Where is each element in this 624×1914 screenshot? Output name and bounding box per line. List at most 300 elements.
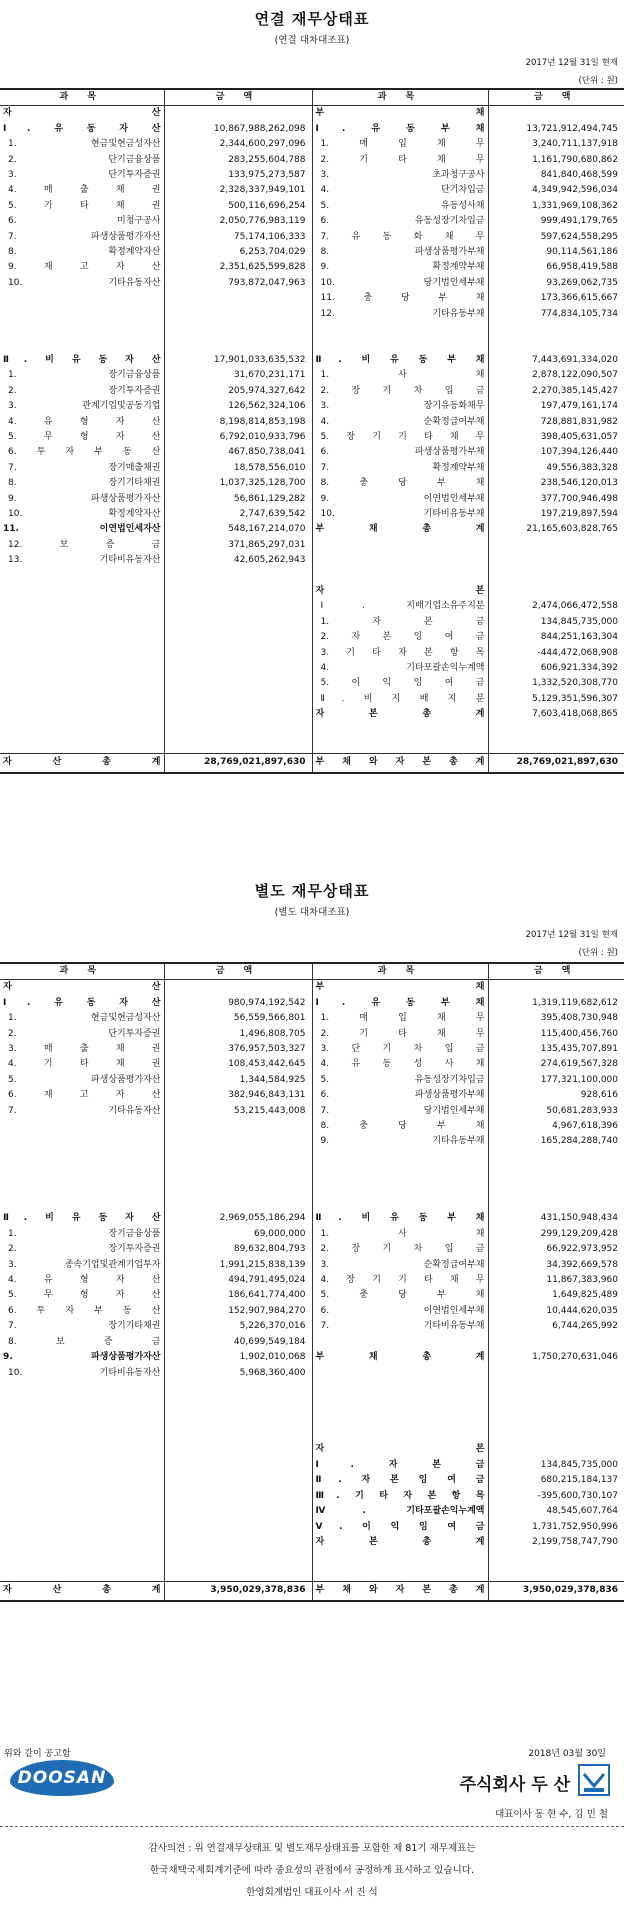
asset-account: 1. 현금및현금성자산 (0, 1011, 164, 1026)
asset-account (0, 1520, 164, 1535)
liability-equity-amount: 928,616 (580, 1090, 618, 1101)
table-row (0, 707, 624, 722)
liability-equity-account: Ⅱ. 비 지 배 지 분 (312, 692, 488, 707)
table-row (0, 996, 624, 1011)
liability-equity-account: 1. 자 본 금 (312, 615, 488, 630)
asset-account (0, 1150, 164, 1165)
liability-equity-account (312, 337, 488, 352)
liability-equity-amount: 377,700,946,498 (540, 493, 618, 504)
table-row (0, 1150, 624, 1165)
table-row (0, 122, 624, 137)
liability-equity-amount: 999,491,179,765 (540, 216, 618, 227)
asset-account (0, 1134, 164, 1149)
asset-amount (164, 661, 312, 676)
asset-amount: 371,865,297,031 (164, 538, 312, 553)
table-row (0, 723, 624, 738)
liability-equity-account: 11. 충 당 부 채 (312, 291, 488, 306)
asset-account (0, 1181, 164, 1196)
asset-amount (164, 1119, 312, 1134)
liability-equity-amount (488, 584, 624, 599)
liability-equity-amount (488, 1412, 624, 1427)
asset-amount: 2,050,776,983,119 (164, 214, 312, 229)
asset-amount (164, 1412, 312, 1427)
separate-unit: (단위 : 원) (578, 948, 618, 958)
asset-amount: 56,861,129,282 (164, 492, 312, 507)
table-row (0, 1181, 624, 1196)
asset-account (0, 661, 164, 676)
asset-amount (164, 646, 312, 661)
asset-account (0, 1196, 164, 1211)
table-row (0, 980, 624, 996)
table-row (0, 1104, 624, 1119)
asset-account: 8. 확정계약자산 (0, 245, 164, 260)
table-row (0, 1504, 624, 1519)
liability-equity-account: 12. 기타유동부채 (312, 307, 488, 322)
liability-equity-amount: 177,321,100,000 (540, 1074, 618, 1085)
asset-account: 자 산 (0, 106, 164, 122)
total-row (0, 753, 624, 773)
asset-account (0, 599, 164, 614)
liability-equity-account: 4. 장 기 기 타 채 무 (312, 1273, 488, 1288)
liability-equity-account: 1. 사 채 (312, 368, 488, 383)
asset-amount (164, 1381, 312, 1396)
liability-equity-amount: 4,349,942,596,034 (532, 185, 618, 196)
table-row (0, 230, 624, 245)
table-row (0, 1134, 624, 1149)
asset-amount (164, 1520, 312, 1535)
table-row (0, 106, 624, 122)
liability-equity-account: 부 채 (312, 106, 488, 122)
asset-account: 9. 파생상품평가자산 (0, 1350, 164, 1365)
asset-amount (164, 584, 312, 599)
liability-equity-amount (488, 1165, 624, 1180)
liability-equity-account: 부 채 총 계 (312, 522, 488, 537)
table-row (0, 1381, 624, 1396)
asset-account (0, 1381, 164, 1396)
liability-equity-account (312, 1550, 488, 1565)
asset-account (0, 337, 164, 352)
amount-header: 금 액 (488, 89, 624, 106)
table-row (0, 615, 624, 630)
table-row (0, 538, 624, 553)
liability-equity-account (312, 322, 488, 337)
table-row (0, 384, 624, 399)
asset-amount (164, 980, 312, 996)
asset-account: 9. 파생상품평가자산 (0, 492, 164, 507)
table-row (0, 260, 624, 275)
liability-equity-amount: 395,408,730,948 (540, 1013, 618, 1024)
asset-amount (164, 1535, 312, 1550)
table-row (0, 1520, 624, 1535)
liability-equity-amount: 93,269,062,735 (546, 277, 618, 288)
liability-equity-account: 자 본 (312, 584, 488, 599)
table-row (0, 245, 624, 260)
asset-amount: 75,174,106,333 (164, 230, 312, 245)
table-row (0, 1535, 624, 1550)
asset-amount: 89,632,804,793 (164, 1242, 312, 1257)
asset-account (0, 615, 164, 630)
asset-total-label: 자 산 총 계 (0, 1581, 164, 1601)
asset-amount (164, 599, 312, 614)
asset-account: 5. 무 형 자 산 (0, 430, 164, 445)
asset-account (0, 569, 164, 584)
liability-equity-account: 1. 매 입 채 무 (312, 1011, 488, 1026)
table-row (0, 399, 624, 414)
liability-equity-amount (488, 322, 624, 337)
asset-account: 1. 장기금융상품 (0, 1227, 164, 1242)
audit-opinion-line-1: 감사의견 : 위 연결재무상태표 및 별도재무상태표를 포함한 제 81기 재무제표는 (148, 1843, 476, 1854)
liability-equity-amount: 107,394,126,440 (540, 447, 618, 458)
asset-amount (164, 707, 312, 722)
asset-amount: 108,453,442,645 (164, 1057, 312, 1072)
liability-equity-account: 4. 기타포괄손익누계액 (312, 661, 488, 676)
asset-total-amount: 28,769,021,897,630 (164, 753, 312, 773)
liability-equity-amount: 1,332,520,308,770 (532, 678, 618, 689)
asset-amount: 10,867,988,262,098 (164, 122, 312, 137)
liability-equity-amount (488, 106, 624, 122)
liability-equity-amount: 66,922,973,952 (546, 1244, 618, 1255)
table-row (0, 1088, 624, 1103)
asset-account: 6. 미청구공사 (0, 214, 164, 229)
liability-equity-account: 2. 기 타 채 무 (312, 1027, 488, 1042)
doosan-logo (10, 1760, 114, 1796)
asset-amount: 1,902,010,068 (164, 1350, 312, 1365)
liability-equity-amount: 115,400,456,760 (540, 1028, 618, 1039)
asset-amount: 53,215,443,008 (164, 1104, 312, 1119)
asset-account: 10. 확정계약자산 (0, 507, 164, 522)
liability-equity-account: 3. 장기유동화채무 (312, 399, 488, 414)
liability-equity-amount: 66,958,419,588 (546, 262, 618, 273)
account-header: 과 목 (312, 89, 488, 106)
asset-amount: 42,605,262,943 (164, 553, 312, 568)
asset-account: 10. 기타비유동자산 (0, 1366, 164, 1381)
asset-amount: 31,670,231,171 (164, 368, 312, 383)
asset-amount (164, 106, 312, 122)
liability-equity-amount: 90,114,561,186 (546, 247, 618, 258)
liability-equity-amount: 7,603,418,068,865 (532, 709, 618, 720)
asset-amount: 376,957,503,327 (164, 1042, 312, 1057)
asset-amount (164, 1427, 312, 1442)
liability-equity-account: 6. 이연법인세부채 (312, 1304, 488, 1319)
asset-amount (164, 692, 312, 707)
table-row (0, 461, 624, 476)
asset-amount (164, 1150, 312, 1165)
liability-equity-account: 9. 이연법인세부채 (312, 492, 488, 507)
liability-equity-account (312, 1165, 488, 1180)
table-row (0, 199, 624, 214)
asset-amount (164, 322, 312, 337)
liability-equity-amount (488, 1381, 624, 1396)
table-row (0, 1011, 624, 1026)
asset-amount: 2,969,055,186,294 (164, 1211, 312, 1226)
account-header: 과 목 (0, 89, 164, 106)
liability-equity-amount (488, 538, 624, 553)
liability-equity-amount: 2,199,758,747,790 (532, 1536, 618, 1547)
asset-account: 8. 보 증 금 (0, 1335, 164, 1350)
asset-account: 4. 유 형 자 산 (0, 415, 164, 430)
asset-amount: 980,974,192,542 (164, 996, 312, 1011)
liability-equity-amount (488, 1181, 624, 1196)
liability-equity-amount: 2,878,122,090,507 (532, 370, 618, 381)
asset-amount: 186,641,774,400 (164, 1288, 312, 1303)
consolidated-balance-table (0, 88, 624, 774)
asset-amount (164, 1458, 312, 1473)
asset-amount (164, 1550, 312, 1565)
liability-equity-account (312, 723, 488, 738)
liability-equity-amount: 1,750,270,631,046 (532, 1352, 618, 1363)
asset-amount (164, 1181, 312, 1196)
consolidated-unit: (단위 : 원) (578, 76, 618, 86)
asset-amount: 56,559,566,801 (164, 1011, 312, 1026)
separate-balance-table (0, 962, 624, 1602)
asset-account (0, 1458, 164, 1473)
ceo-names: 대표이사 동 현 수, 김 민 철 (495, 1809, 608, 1820)
asset-account: Ⅰ. 유 동 자 산 (0, 122, 164, 137)
asset-account: 4. 유 형 자 산 (0, 1273, 164, 1288)
liability-equity-amount: 10,444,620,035 (546, 1305, 618, 1316)
liability-equity-amount: 1,331,969,108,362 (532, 200, 618, 211)
asset-account (0, 646, 164, 661)
liability-equity-account: 8. 파생상품평가부채 (312, 245, 488, 260)
liability-equity-account: 4. 유 동 성 사 채 (312, 1057, 488, 1072)
table-row (0, 599, 624, 614)
separate-subtitle: (별도 대차대조표) (274, 907, 350, 918)
asset-amount: 5,226,370,016 (164, 1319, 312, 1334)
table-row (0, 415, 624, 430)
table-row (0, 1396, 624, 1411)
asset-account: 7. 기타유동자산 (0, 1104, 164, 1119)
asset-account (0, 1412, 164, 1427)
table-row (0, 1458, 624, 1473)
liability-equity-account: 자 본 (312, 1442, 488, 1457)
liability-equity-account: 8. 충 당 부 채 (312, 476, 488, 491)
asset-account (0, 1504, 164, 1519)
table-row (0, 646, 624, 661)
liability-equity-account (312, 1427, 488, 1442)
asset-amount (164, 307, 312, 322)
asset-account: 6. 투 자 부 동 산 (0, 1304, 164, 1319)
asset-account: 9. 재 고 자 산 (0, 260, 164, 275)
asset-account: 4. 기 타 채 권 (0, 1057, 164, 1072)
table-row (0, 1412, 624, 1427)
asset-amount: 1,037,325,128,700 (164, 476, 312, 491)
liability-equity-account (312, 1150, 488, 1165)
liability-equity-amount: 2,474,066,472,558 (532, 601, 618, 612)
amount-header: 금 액 (488, 963, 624, 980)
asset-account (0, 1442, 164, 1457)
liability-equity-account: 7. 유 동 화 채 무 (312, 230, 488, 245)
liability-equity-account: 1. 사 채 (312, 1227, 488, 1242)
asset-amount (164, 291, 312, 306)
liability-equity-account: 2. 장 기 차 입 금 (312, 384, 488, 399)
asset-amount (164, 569, 312, 584)
asset-account (0, 1535, 164, 1550)
logo-text: DOOSAN (17, 1768, 107, 1788)
liability-equity-account (312, 1412, 488, 1427)
asset-amount: 283,255,604,788 (164, 153, 312, 168)
asset-account (0, 676, 164, 691)
table-row (0, 507, 624, 522)
asset-account: 2. 단기투자증권 (0, 1027, 164, 1042)
liability-equity-account: 자 본 총 계 (312, 707, 488, 722)
total-row (0, 1581, 624, 1601)
asset-amount: 1,496,808,705 (164, 1027, 312, 1042)
liability-equity-amount: 2,270,385,145,427 (532, 385, 618, 396)
liability-equity-amount: -395,600,730,107 (537, 1490, 618, 1501)
asset-amount (164, 630, 312, 645)
asset-account (0, 707, 164, 722)
liability-equity-account: Ⅱ. 비 유 동 부 채 (312, 1211, 488, 1226)
table-row (0, 368, 624, 383)
liability-equity-account: 부 채 총 계 (312, 1350, 488, 1365)
liability-equity-amount (488, 1442, 624, 1457)
liability-equity-account: 9. 기타유동부채 (312, 1134, 488, 1149)
liability-equity-amount: -444,472,068,908 (537, 647, 618, 658)
liability-equity-amount: 606,921,334,392 (540, 662, 618, 673)
asset-account: 자 산 (0, 980, 164, 996)
liability-equity-amount: 197,219,897,594 (540, 508, 618, 519)
asset-amount: 205,974,327,642 (164, 384, 312, 399)
table-row (0, 276, 624, 291)
table-header-row (0, 89, 624, 106)
asset-account (0, 1489, 164, 1504)
asset-amount (164, 1134, 312, 1149)
asset-amount (164, 615, 312, 630)
publication-date: 2018년 03월 30일 (528, 1749, 606, 1759)
liability-equity-amount: 21,165,603,828,765 (526, 524, 618, 535)
asset-amount (164, 738, 312, 753)
liability-equity-account (312, 538, 488, 553)
asset-account (0, 291, 164, 306)
liability-equity-amount (488, 1396, 624, 1411)
asset-account: 7. 파생상품평가자산 (0, 230, 164, 245)
dashed-divider (0, 1826, 624, 1827)
table-row (0, 307, 624, 322)
liability-equity-account: Ⅰ. 지배기업소유주지분 (312, 599, 488, 614)
audit-opinion-line-2: 한국채택국제회계기준에 따라 중요성의 관점에서 공정하게 표시하고 있습니다. (150, 1865, 474, 1876)
asset-account (0, 692, 164, 707)
liability-equity-amount (488, 723, 624, 738)
liability-equity-account: 부 채 (312, 980, 488, 996)
asset-account: Ⅱ. 비 유 동 자 산 (0, 353, 164, 368)
table-row (0, 492, 624, 507)
liability-equity-amount (488, 738, 624, 753)
table-row (0, 676, 624, 691)
table-row (0, 1489, 624, 1504)
liability-equity-total-amount: 28,769,021,897,630 (488, 753, 624, 773)
liability-equity-amount: 1,161,790,680,862 (532, 154, 618, 165)
asset-amount: 1,344,584,925 (164, 1073, 312, 1088)
liability-equity-account: 4. 순확정급여부채 (312, 415, 488, 430)
asset-amount: 494,791,495,024 (164, 1273, 312, 1288)
asset-amount: 5,968,360,400 (164, 1366, 312, 1381)
liability-equity-account (312, 1366, 488, 1381)
asset-account: 4. 매 출 채 권 (0, 183, 164, 198)
liability-equity-account: Ⅰ. 자 본 금 (312, 1458, 488, 1473)
asset-account (0, 307, 164, 322)
liability-equity-amount: 1,649,825,489 (552, 1290, 618, 1301)
table-row (0, 168, 624, 183)
asset-amount: 1,991,215,838,139 (164, 1258, 312, 1273)
asset-account: 5. 기 타 채 권 (0, 199, 164, 214)
asset-amount (164, 1442, 312, 1457)
asset-amount: 152,907,984,270 (164, 1304, 312, 1319)
table-row (0, 1304, 624, 1319)
liability-equity-account: 6. 파생상품평가부채 (312, 1088, 488, 1103)
liability-equity-account: 7. 당기법인세부채 (312, 1104, 488, 1119)
liability-equity-amount: 5,129,351,596,307 (532, 693, 618, 704)
asset-account: 10. 기타유동자산 (0, 276, 164, 291)
liability-equity-amount (488, 1427, 624, 1442)
liability-equity-account (312, 1181, 488, 1196)
asset-amount (164, 1566, 312, 1581)
liability-equity-amount (488, 1335, 624, 1350)
notice-text: 위와 같이 공고함 (4, 1749, 71, 1759)
asset-amount: 6,792,010,933,796 (164, 430, 312, 445)
table-header-row (0, 963, 624, 980)
liability-equity-amount (488, 1150, 624, 1165)
liability-equity-account: Ⅱ. 비 유 동 부 채 (312, 353, 488, 368)
table-row (0, 183, 624, 198)
liability-equity-amount: 398,405,631,057 (540, 431, 618, 442)
table-row (0, 214, 624, 229)
liability-equity-account: 4. 단기차입금 (312, 183, 488, 198)
liability-equity-amount: 134,845,735,000 (540, 616, 618, 627)
asset-amount (164, 337, 312, 352)
table-row (0, 1165, 624, 1180)
asset-account: 5. 무 형 자 산 (0, 1288, 164, 1303)
liability-equity-amount: 431,150,948,434 (540, 1213, 618, 1224)
liability-equity-amount: 48,545,607,764 (546, 1506, 618, 1517)
asset-account: 3. 종속기업및관계기업투자 (0, 1258, 164, 1273)
liability-equity-account: 10. 당기법인세부채 (312, 276, 488, 291)
liability-equity-account: 10. 기타비유동부채 (312, 507, 488, 522)
asset-account: 12. 보 증 금 (0, 538, 164, 553)
liability-equity-account (312, 1196, 488, 1211)
asset-account (0, 1473, 164, 1488)
asset-account (0, 630, 164, 645)
liability-equity-account: Ⅰ. 유 동 부 채 (312, 996, 488, 1011)
asset-amount: 548,167,214,070 (164, 522, 312, 537)
asset-amount (164, 1489, 312, 1504)
table-row (0, 1319, 624, 1334)
asset-amount: 467,850,738,041 (164, 445, 312, 460)
table-row (0, 153, 624, 168)
liability-equity-amount (488, 1566, 624, 1581)
table-row (0, 322, 624, 337)
liability-equity-amount: 1,731,752,950,996 (532, 1521, 618, 1532)
liability-equity-account: 5. 장 기 기 타 채 무 (312, 430, 488, 445)
asset-account: 2. 장기투자증권 (0, 1242, 164, 1257)
company-seal-icon (578, 1764, 610, 1796)
asset-amount: 2,747,639,542 (164, 507, 312, 522)
liability-equity-account: 6. 유동성장기차입금 (312, 214, 488, 229)
asset-account: 7. 장기기타채권 (0, 1319, 164, 1334)
asset-account (0, 1165, 164, 1180)
liability-equity-account: 2. 장 기 차 입 금 (312, 1242, 488, 1257)
liability-equity-account: 2. 자 본 잉 여 금 (312, 630, 488, 645)
asset-account: Ⅰ. 유 동 자 산 (0, 996, 164, 1011)
asset-account (0, 1427, 164, 1442)
asset-account (0, 1566, 164, 1581)
table-row (0, 738, 624, 753)
liability-equity-amount: 299,129,209,428 (540, 1228, 618, 1239)
liability-equity-amount: 3,240,711,137,918 (532, 139, 618, 150)
table-row (0, 1288, 624, 1303)
consolidated-subtitle: (연결 대차대조표) (274, 35, 350, 46)
asset-account: 7. 장기매출채권 (0, 461, 164, 476)
table-row (0, 1196, 624, 1211)
